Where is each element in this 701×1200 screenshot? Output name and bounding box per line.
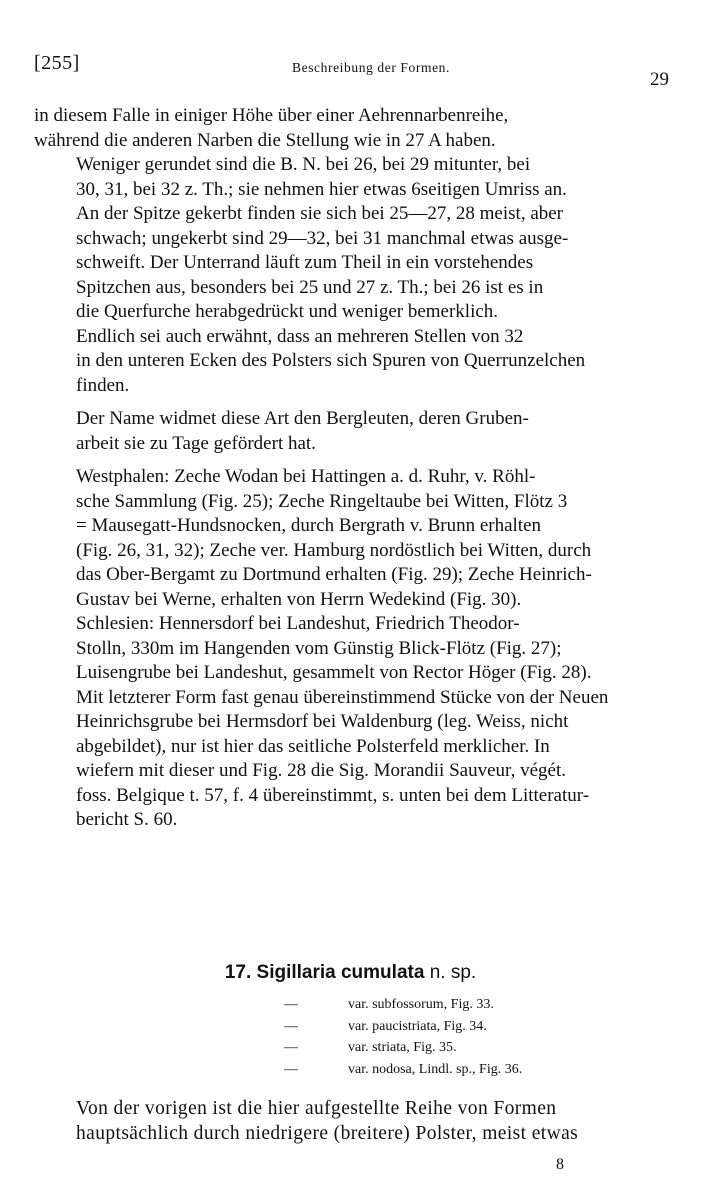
original-page-reference: [255] xyxy=(34,52,80,74)
page-number: 29 xyxy=(650,69,669,90)
variety-item xyxy=(284,1059,522,1081)
text-line: während die anderen Narben die Stellung wie in 27 A haben. xyxy=(34,129,496,151)
text-line: schwach; ungekerbt sind 29—32, bei 31 manchmal etwas ausge- xyxy=(76,227,569,249)
variety-text: var. subfossorum, Fig. 33. xyxy=(348,997,494,1012)
paragraph-species-description xyxy=(34,1097,682,1146)
text-line: hauptsächlich durch niedrigere (breitere) Polster, meist etwas xyxy=(76,1122,579,1144)
paragraph-2 xyxy=(34,153,682,325)
text-line: (Fig. 26, 31, 32); Zeche ver. Hamburg nordöstlich bei Witten, durch xyxy=(76,539,592,561)
species-name: Sigillaria cumulata xyxy=(256,962,425,983)
variety-text: var. nodosa, Lindl. sp., Fig. 36. xyxy=(348,1061,523,1077)
paragraph-locality-westphalen xyxy=(34,465,682,612)
text-line: Luisengrube bei Landeshut, gesammelt von Rector Höger (Fig. 28). xyxy=(76,662,592,683)
variety-dash: — xyxy=(284,1040,298,1055)
text-line: = Mausegatt-Hundsnocken, durch Bergrath v. Brunn erhalten xyxy=(76,515,542,536)
text-line: bericht S. 60. xyxy=(76,809,178,830)
text-line: schweift. Der Unterrand läuft zum Theil in ein vorstehendes xyxy=(76,252,534,273)
text-line: wiefern mit dieser und Fig. 28 die Sig. Morandii Sauveur, végét. xyxy=(76,760,566,781)
variety-dash: — xyxy=(284,1061,298,1077)
text-line: Endlich sei auch erwähnt, dass an mehreren Stellen von 32 xyxy=(76,325,524,347)
text-line: die Querfurche herabgedrückt und weniger bemerklich. xyxy=(76,301,499,322)
text-line: Weniger gerundet sind die B. N. bei 26, bei 29 mitunter, bei xyxy=(76,154,531,175)
main-text xyxy=(34,104,682,833)
text-line: in diesem Falle in einiger Höhe über einer Aehrennarbenreihe, xyxy=(34,105,509,126)
species-suffix: n. sp. xyxy=(429,962,477,983)
text-line: Der Name widmet diese Art den Bergleuten, deren Gruben- xyxy=(76,408,529,429)
variety-list xyxy=(284,994,522,1080)
variety-item xyxy=(284,1037,522,1059)
text-line: Westphalen: Zeche Wodan bei Hattingen a. d. Ruhr, v. Röhl- xyxy=(76,466,536,487)
text-line: Mit letzterer Form fast genau übereinstimmend Stücke von der Neuen xyxy=(76,686,609,708)
text-line: in den unteren Ecken des Polsters sich Spuren von Querrunzelchen xyxy=(76,350,586,371)
text-line: sche Sammlung (Fig. 25); Zeche Ringeltaube bei Witten, Flötz 3 xyxy=(76,490,568,512)
text-line: foss. Belgique t. 57, f. 4 übereinstimmt, s. unten bei dem Litteratur- xyxy=(76,784,590,806)
text-line: finden. xyxy=(76,374,130,396)
variety-text: var. striata, Fig. 35. xyxy=(348,1040,457,1055)
running-header xyxy=(34,52,671,90)
signature-mark: 8 xyxy=(556,1156,564,1173)
variety-item xyxy=(284,994,522,1016)
text-line: das Ober-Bergamt zu Dortmund erhalten (Fig. 29); Zeche Heinrich- xyxy=(76,564,592,585)
paragraph-4 xyxy=(34,407,682,456)
text-line: Heinrichsgrube bei Hermsdorf bei Waldenburg (leg. Weiss, nicht xyxy=(76,711,569,732)
running-title: Beschreibung der Formen. xyxy=(292,60,450,75)
paragraph-locality-schlesien xyxy=(34,612,682,833)
variety-dash: — xyxy=(284,997,298,1012)
text-line: Schlesien: Hennersdorf bei Landeshut, Friedrich Theodor- xyxy=(76,613,520,634)
text-line: 30, 31, bei 32 z. Th.; sie nehmen hier etwas 6seitigen Umriss an. xyxy=(76,178,567,200)
text-line: Von der vorigen ist die hier aufgestellte Reihe von Formen xyxy=(76,1098,557,1119)
paragraph-3 xyxy=(34,325,682,399)
species-number: 17. xyxy=(224,962,252,983)
variety-text: var. paucistriata, Fig. 34. xyxy=(348,1018,487,1034)
text-line: Gustav bei Werne, erhalten von Herrn Wedekind (Fig. 30). xyxy=(76,588,522,610)
paragraph-1 xyxy=(34,104,682,153)
text-line: Spitzchen aus, besonders bei 25 und 27 z. Th.; bei 26 ist es in xyxy=(76,276,544,298)
closing-text xyxy=(34,1097,682,1146)
text-line: arbeit sie zu Tage gefördert hat. xyxy=(76,432,316,454)
variety-dash: — xyxy=(284,1018,298,1034)
text-line: An der Spitze gekerbt finden sie sich bei 25—27, 28 meist, aber xyxy=(76,203,564,224)
variety-item xyxy=(284,1016,522,1038)
species-heading xyxy=(0,962,701,984)
text-line: Stolln, 330m im Hangenden vom Günstig Blick-Flötz (Fig. 27); xyxy=(76,637,562,659)
text-line: abgebildet), nur ist hier das seitliche Polsterfeld merklicher. In xyxy=(76,735,550,757)
